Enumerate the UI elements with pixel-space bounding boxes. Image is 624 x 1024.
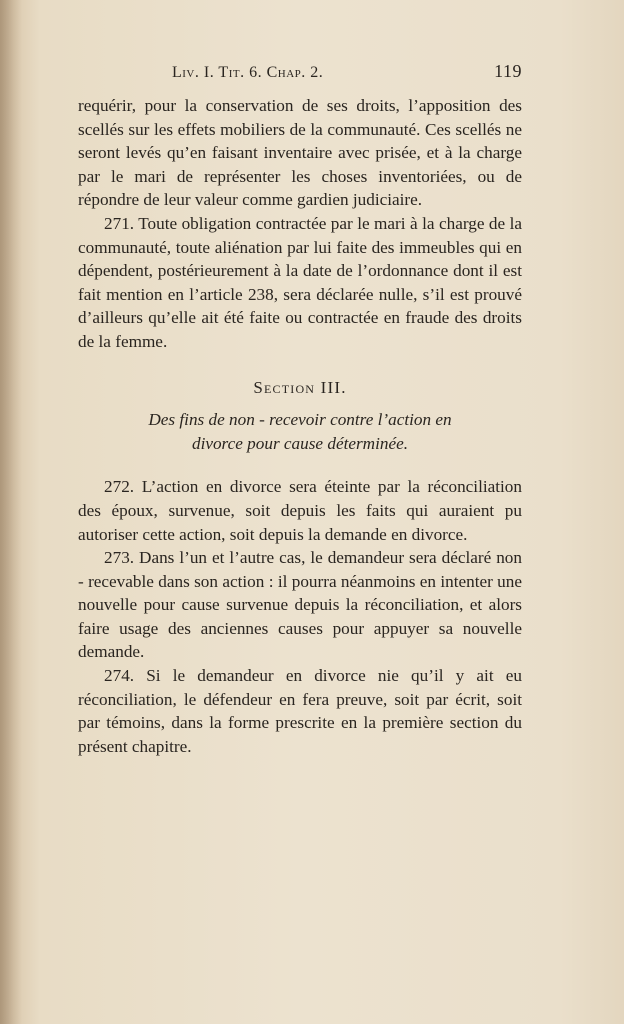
article-272: 272. L’action en divorce sera éteinte par la réconciliation des époux, survenue, soit depuis les faits qui auraient pu autoriser cette action, soit depuis la demande en divorce. xyxy=(78,477,522,544)
article-271: 271. Toute obligation contractée par le mari à la charge de la communauté, toute aliénation par lui faite des immeubles qui en dépendent, postérieurement à la date de l’ordonnance dont il est fait mention en l’article 238, sera déclarée nulle, s’il est prouvé d’ailleurs qu’elle ait été faite ou contractée en fraude des droits de la femme. xyxy=(78,213,522,351)
page-text xyxy=(78,60,522,758)
article-274: 274. Si le demandeur en divorce nie qu’il y ait eu réconciliation, le défendeur en fera preuve, soit par écrit, soit par témoins, dans la forme prescrite en la première section du présent chapitre. xyxy=(78,666,522,756)
spine-shadow xyxy=(0,0,22,1024)
paragraph-continued: requérir, pour la conservation de ses droits, l’apposition des scellés sur les effets mobiliers de la communauté. Ces scellés ne seront levés qu’en faisant inventaire avec prisée, et à la charge par le mari de représenter les choses inventoriées, ou de répondre de leur valeur comme gardien judiciaire. xyxy=(78,96,522,210)
section-title: Section III. xyxy=(253,377,347,397)
section-subtitle xyxy=(78,408,522,455)
section-subtitle-line-1: Des fins de non - recevoir contre l’action en xyxy=(148,410,452,430)
running-header xyxy=(78,60,522,94)
section-subtitle-line-2: divorce pour cause déterminée. xyxy=(191,433,409,453)
page-number: 119 xyxy=(494,61,522,81)
running-title: Liv. I. Tit. 6. Chap. 2. xyxy=(172,64,324,81)
article-273: 273. Dans l’un et l’autre cas, le demandeur sera déclaré non - recevable dans son action : il pourra néanmoins en intenter une nouvelle pour cause survenue depuis la réconciliation, et alors faire usage des anciennes causes pour appuyer sa nouvelle demande. xyxy=(78,548,522,662)
